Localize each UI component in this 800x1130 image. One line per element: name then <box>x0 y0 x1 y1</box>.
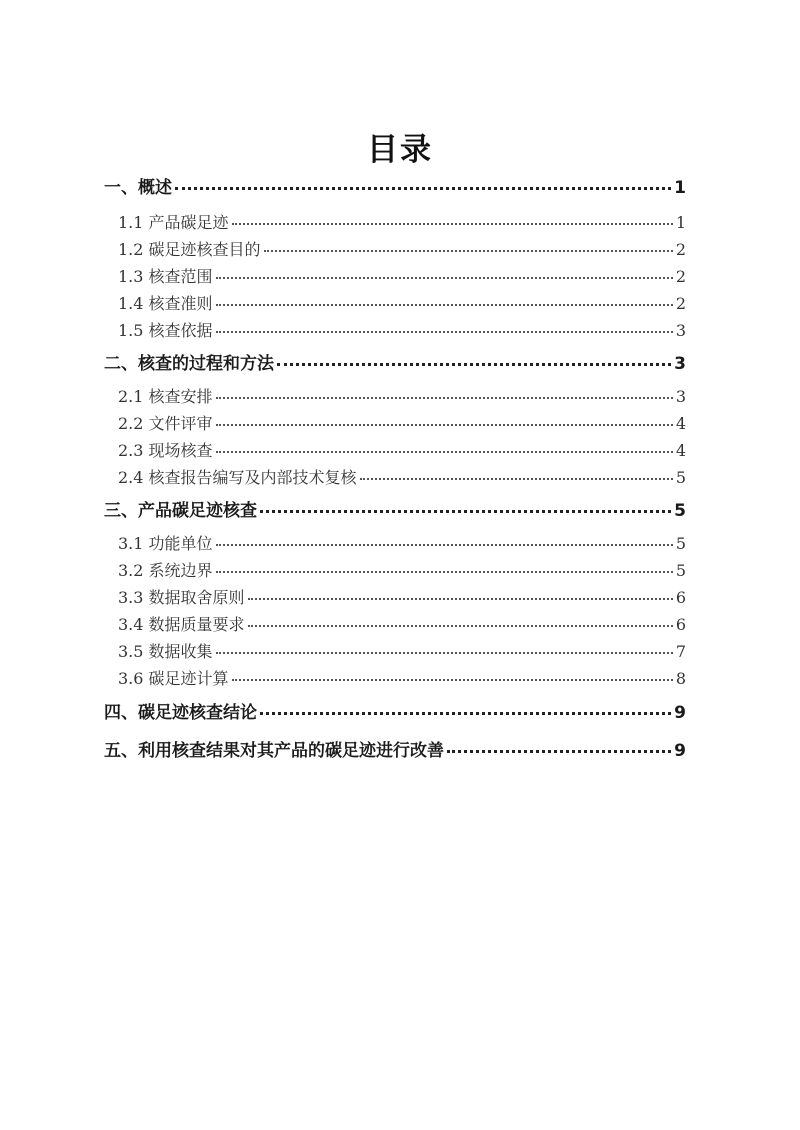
toc-entry-page: 4 <box>675 441 686 460</box>
toc-entry-page: 3 <box>675 387 686 406</box>
toc-entry-label: 2.2 文件评审 <box>118 414 213 433</box>
toc-entry-page: 2 <box>675 267 686 286</box>
toc-entry[interactable] <box>104 700 686 726</box>
toc-entry-page: 1 <box>675 213 686 232</box>
toc-leader-dots <box>216 321 673 333</box>
toc-entry[interactable] <box>118 411 686 437</box>
toc-leader-dots <box>232 213 673 225</box>
toc-leader-dots <box>447 740 671 753</box>
toc-entry-page: 6 <box>675 615 686 634</box>
toc-entry-page: 1 <box>674 178 686 198</box>
toc-entry-label: 3.1 功能单位 <box>118 534 213 553</box>
toc-entry-label: 一、概述 <box>104 178 172 198</box>
toc-leader-dots <box>216 294 673 306</box>
toc-leader-dots <box>360 468 673 480</box>
toc-entry-label: 2.1 核查安排 <box>118 387 213 406</box>
toc-leader-dots <box>260 702 671 715</box>
toc-entry[interactable] <box>118 384 686 410</box>
toc-entry-label: 1.5 核查依据 <box>118 321 213 340</box>
toc-entry-page: 6 <box>675 588 686 607</box>
toc-leader-dots <box>216 267 673 279</box>
toc-entry[interactable] <box>118 210 686 236</box>
toc-entry-label: 3.6 碳足迹计算 <box>118 669 229 688</box>
toc-entry-label: 3.4 数据质量要求 <box>118 615 245 634</box>
toc-entry-page: 5 <box>674 501 686 521</box>
toc-entry-page: 9 <box>674 741 686 761</box>
page-title: 目录 <box>367 132 433 168</box>
toc-entry-label: 3.3 数据取舍原则 <box>118 588 245 607</box>
toc-entry[interactable] <box>118 465 686 491</box>
toc-entry-label: 2.4 核查报告编写及内部技术复核 <box>118 468 357 487</box>
toc-entry[interactable] <box>118 639 686 665</box>
toc-entry[interactable] <box>118 612 686 638</box>
toc-entry[interactable] <box>118 585 686 611</box>
toc-leader-dots <box>232 669 673 681</box>
toc-leader-dots <box>277 353 671 366</box>
toc-leader-dots <box>216 534 673 546</box>
toc-entry[interactable] <box>104 351 686 377</box>
toc-entry[interactable] <box>104 738 686 764</box>
toc-entry-label: 四、碳足迹核查结论 <box>104 703 257 723</box>
toc-entry-page: 2 <box>675 294 686 313</box>
toc-entry-page: 9 <box>674 703 686 723</box>
toc-entry[interactable] <box>118 666 686 692</box>
toc-leader-dots <box>216 387 673 399</box>
toc-entry-label: 1.1 产品碳足迹 <box>118 213 229 232</box>
toc-entry-page: 5 <box>675 468 686 487</box>
toc-entry[interactable] <box>118 531 686 557</box>
toc-entry[interactable] <box>118 237 686 263</box>
toc-entry-label: 1.3 核查范围 <box>118 267 213 286</box>
toc-leader-dots <box>216 561 673 573</box>
toc-entry-page: 8 <box>675 669 686 688</box>
toc-entry-label: 二、核查的过程和方法 <box>104 354 274 374</box>
toc-entry-label: 3.5 数据收集 <box>118 642 213 661</box>
toc-entry-page: 2 <box>675 240 686 259</box>
toc-entry-page: 3 <box>675 321 686 340</box>
toc-entry[interactable] <box>118 291 686 317</box>
toc-entry-page: 4 <box>675 414 686 433</box>
toc-entry[interactable] <box>118 558 686 584</box>
toc-entry[interactable] <box>118 318 686 344</box>
toc-entry-page: 5 <box>675 561 686 580</box>
toc-entry-label: 3.2 系统边界 <box>118 561 213 580</box>
toc-entry[interactable] <box>104 498 686 524</box>
toc-entry[interactable] <box>118 438 686 464</box>
toc-leader-dots <box>175 177 671 190</box>
toc-entry-label: 五、利用核查结果对其产品的碳足迹进行改善 <box>104 741 444 761</box>
toc-leader-dots <box>216 441 673 453</box>
toc-entry-page: 3 <box>674 354 686 374</box>
toc-entry[interactable] <box>118 264 686 290</box>
toc-leader-dots <box>216 642 673 654</box>
toc-leader-dots <box>216 414 673 426</box>
toc-leader-dots <box>260 500 671 513</box>
toc-entry-label: 1.4 核查准则 <box>118 294 213 313</box>
toc-entry-label: 2.3 现场核查 <box>118 441 213 460</box>
toc-leader-dots <box>264 240 673 252</box>
toc-entry-label: 三、产品碳足迹核查 <box>104 501 257 521</box>
toc-leader-dots <box>248 615 673 627</box>
toc-entry-label: 1.2 碳足迹核查目的 <box>118 240 261 259</box>
toc-entry[interactable] <box>104 175 686 201</box>
toc-entry-page: 5 <box>675 534 686 553</box>
toc-entry-page: 7 <box>675 642 686 661</box>
toc-leader-dots <box>248 588 673 600</box>
